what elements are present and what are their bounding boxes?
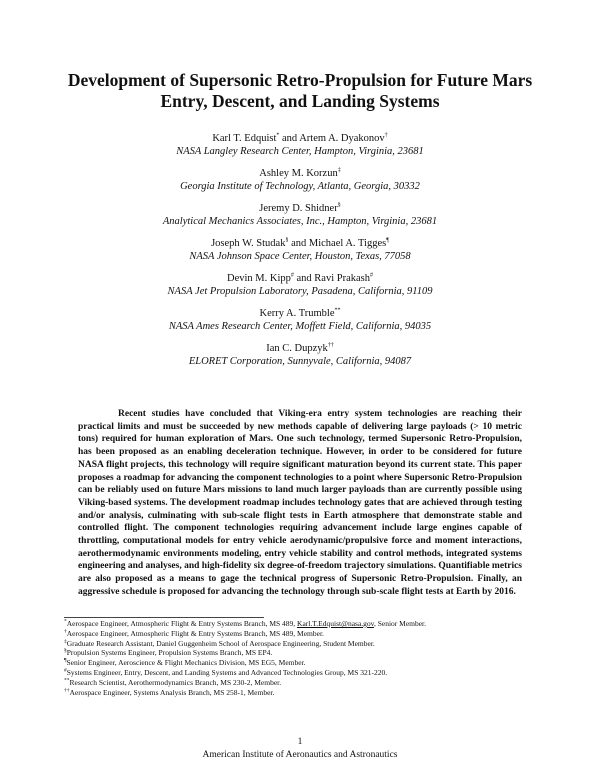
author-block bbox=[60, 272, 540, 298]
author-names bbox=[60, 202, 540, 215]
author-names bbox=[60, 237, 540, 250]
author-name: Karl T. Edquist bbox=[212, 133, 277, 144]
footnote-text: Aerospace Engineer, Atmospheric Flight & Entry Systems Branch, MS 489, Member. bbox=[66, 628, 324, 638]
author-list bbox=[60, 132, 540, 377]
footnote-mark: ** bbox=[64, 677, 70, 684]
footnote bbox=[64, 629, 544, 639]
author-block bbox=[60, 237, 540, 263]
author-block bbox=[60, 342, 540, 368]
author-affiliation: ELORET Corporation, Sunnyvale, California, 94087 bbox=[188, 356, 412, 367]
footnote-mark: * bbox=[64, 618, 67, 625]
footnotes bbox=[64, 619, 544, 697]
footnote-mark: # bbox=[64, 667, 67, 674]
footnote-divider bbox=[64, 617, 264, 618]
footnote-mark: § bbox=[285, 237, 289, 244]
footnote-mark: § bbox=[337, 202, 341, 209]
footnote-mark: ** bbox=[334, 307, 341, 314]
footnote-text: Research Scientist, Aerothermodynamics Branch, MS 230-2, Member. bbox=[69, 677, 282, 687]
author-names bbox=[60, 307, 540, 320]
footnote-text: Propulsion Systems Engineer, Propulsion Systems Branch, MS EP4. bbox=[66, 648, 273, 658]
author-affiliation: NASA Jet Propulsion Laboratory, Pasadena, California, 91109 bbox=[167, 286, 433, 297]
author-block bbox=[60, 132, 540, 158]
footnote-mark: * bbox=[276, 132, 280, 139]
author-affiliation: NASA Johnson Space Center, Houston, Texas, 77058 bbox=[189, 251, 411, 262]
footnote-mark: § bbox=[64, 647, 67, 654]
footnote-text: Senior Engineer, Aeroscience & Flight Mechanics Division, MS EG5, Member. bbox=[66, 658, 306, 668]
author-name: Jeremy D. Shidner bbox=[259, 203, 338, 214]
email-link[interactable]: Karl.T.Edquist@nasa.gov bbox=[297, 619, 374, 628]
author-affiliation: NASA Langley Research Center, Hampton, Virginia, 23681 bbox=[176, 146, 424, 157]
author-names bbox=[60, 342, 540, 355]
footnote-text: Aerospace Engineer, Atmospheric Flight & Entry Systems Branch, MS 489, bbox=[66, 619, 298, 628]
footnote bbox=[64, 658, 544, 668]
author-name: Ashley M. Korzun bbox=[259, 168, 338, 179]
author-name: Devin M. Kipp bbox=[227, 273, 291, 284]
author-name: Michael A. Tigges bbox=[308, 238, 387, 249]
footnote-mark: ¶ bbox=[64, 657, 67, 664]
footnote-mark: ¶ bbox=[386, 237, 389, 244]
footnote bbox=[64, 648, 544, 658]
footnote-mark: # bbox=[370, 272, 373, 279]
abstract: Recent studies have concluded that Viking-era entry system technologies are reaching their practical limits and must be succeeded by new methods capable of delivering large payloads (> 10 metric tons) required for human exploration of Mars. One such technology, termed Supersonic Retro-Propulsion, has been proposed as an enabling deceleration technique. However, in order to be considered for future NASA flight projects, this technology will require significant maturation beyond its current state. This paper proposes a roadmap for advancing the component technologies to a point where Supersonic Retro-Propulsion can be reliably used on future Mars missions to land much larger payloads than are currently possible using Viking-based systems. The development roadmap includes technology gates that are achieved through testing and/or analysis, culminating with sub-scale flight tests in Earth atmosphere that demonstrate stable and controlled flight. The component technologies requiring advancement include large engines capable of throttling, computational models for entry vehicle aerodynamic/propulsive force and moment interactions, aerothermodynamic environments modeling, entry vehicle stability and control methods, integrated systems engineering and analyses, and high-fidelity six degree-of-freedom trajectory simulations. Quantifiable metrics are also proposed as a means to gage the technical progress of Supersonic Retro-Propulsion. Finally, an aggressive schedule is proposed for advancing the technology through sub-scale flight tests at Earth by 2016. bbox=[78, 409, 522, 597]
page-number: 1 bbox=[297, 737, 303, 747]
author-joiner: and bbox=[288, 238, 309, 249]
author-name: Joseph W. Studak bbox=[211, 238, 286, 249]
author-names bbox=[60, 272, 540, 285]
footnote bbox=[64, 639, 544, 649]
footnote-mark: ‡ bbox=[337, 167, 341, 174]
footnote-text-tail: , Senior Member. bbox=[373, 619, 427, 628]
author-affiliation: NASA Ames Research Center, Moffett Field, California, 94035 bbox=[168, 321, 432, 332]
author-affiliation: Georgia Institute of Technology, Atlanta, Georgia, 30332 bbox=[180, 181, 420, 192]
author-names bbox=[60, 132, 540, 145]
author-names bbox=[60, 167, 540, 180]
author-name: Kerry A. Trumble bbox=[259, 308, 335, 319]
footnote-mark: ‡ bbox=[64, 638, 67, 645]
footnote-mark: †† bbox=[64, 687, 70, 694]
author-joiner: and bbox=[293, 273, 315, 284]
author-block bbox=[60, 167, 540, 193]
footnote-text: Graduate Research Assistant, Daniel Guggenheim School of Aerospace Engineering, Student Member. bbox=[66, 638, 375, 648]
footnote-mark: † bbox=[384, 132, 388, 139]
author-name: Artem A. Dyakonov bbox=[299, 133, 385, 144]
author-block bbox=[60, 307, 540, 333]
author-name: Ravi Prakash bbox=[314, 273, 370, 284]
footnote bbox=[64, 619, 544, 629]
footnote-mark: # bbox=[290, 272, 294, 279]
footnote-mark: † bbox=[64, 628, 67, 635]
footnote bbox=[64, 678, 544, 688]
paper-title: Development of Supersonic Retro-Propulsion for Future Mars Entry, Descent, and Landing Systems bbox=[67, 70, 533, 111]
footnote-text: Aerospace Engineer, Systems Analysis Branch, MS 258-1, Member. bbox=[69, 687, 275, 697]
footer-organization: American Institute of Aeronautics and Astronautics bbox=[202, 750, 398, 760]
author-joiner: and bbox=[279, 133, 300, 144]
footnote-text: Systems Engineer, Entry, Descent, and Landing Systems and Advanced Technologies Group, MS 321-220. bbox=[66, 667, 388, 677]
footnote bbox=[64, 688, 544, 698]
author-affiliation: Analytical Mechanics Associates, Inc., Hampton, Virginia, 23681 bbox=[162, 216, 438, 227]
author-block bbox=[60, 202, 540, 228]
author-name: Ian C. Dupzyk bbox=[266, 343, 328, 354]
footnote-mark: †† bbox=[327, 342, 334, 349]
footnote bbox=[64, 668, 544, 678]
